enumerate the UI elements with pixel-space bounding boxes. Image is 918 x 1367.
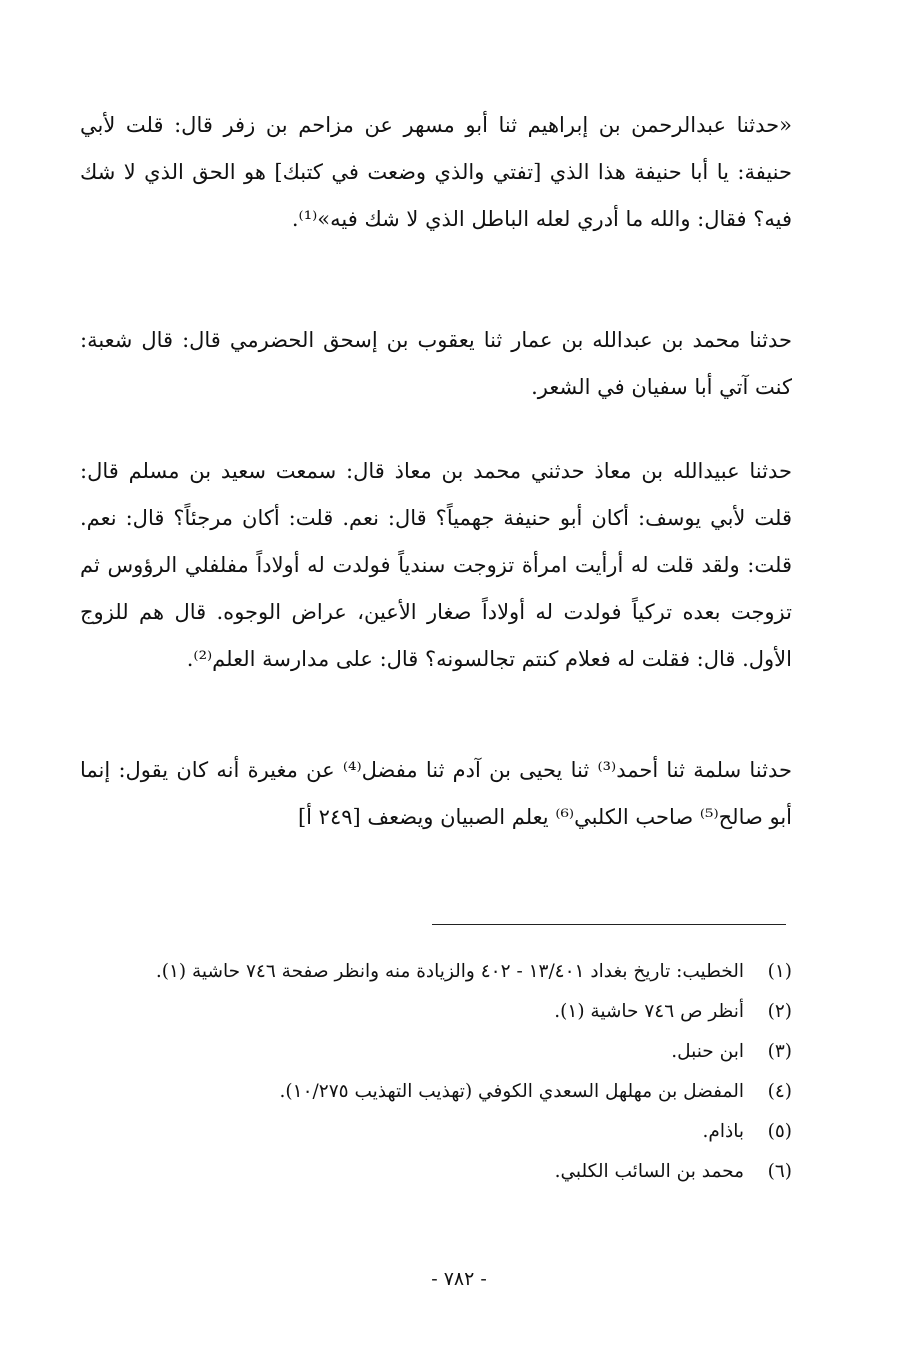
footnote-text: محمد بن السائب الكلبي. bbox=[554, 1161, 744, 1182]
footnote-text: باذام. bbox=[702, 1121, 744, 1142]
footnote-text: الخطيب: تاريخ بغداد ١٣/٤٠١ - ٤٠٢ والزيادة منه وانظر صفحة ٧٤٦ حاشية (١). bbox=[155, 961, 744, 982]
footnote-divider bbox=[432, 924, 786, 925]
footnote-6 bbox=[80, 1152, 792, 1192]
footnote-1 bbox=[80, 952, 792, 992]
paragraph-1: «حدثنا عبدالرحمن بن إبراهيم ثنا أبو مسهر عن مزاحم بن زفر قال: قلت لأبي حنيفة: يا أبا حنيفة هذا الذي [تفتي والذي وضعت في كتبك] هو الحق الذي لا شك فيه؟ فقال: والله ما أدري لعله الباطل الذي لا شك فيه»⁽¹⁾. bbox=[80, 113, 792, 231]
footnote-number: (٢) bbox=[767, 1001, 792, 1022]
footnote-2 bbox=[80, 992, 792, 1032]
footnote-text: ابن حنبل. bbox=[671, 1041, 744, 1062]
footnote-4 bbox=[80, 1072, 792, 1112]
footnote-text: المفضل بن مهلهل السعدي الكوفي (تهذيب التهذيب ١٠/٢٧٥). bbox=[279, 1081, 744, 1102]
footnote-3 bbox=[80, 1032, 792, 1072]
paragraph-4: حدثنا سلمة ثنا أحمد⁽³⁾ ثنا يحيى بن آدم ثنا مفضل⁽⁴⁾ عن مغيرة أنه كان يقول: إنما أبو صالح⁽⁵⁾ صاحب الكلبي⁽⁶⁾ يعلم الصبيان ويضعف [٢٤٩ أ] bbox=[80, 758, 792, 829]
paragraph-3: حدثنا عبيدالله بن معاذ حدثني محمد بن معاذ قال: سمعت سعيد بن مسلم قال: قلت لأبي يوسف: أكان أبو حنيفة جهمياً؟ قال: نعم. قلت: أكان مرجئاً؟ قال: نعم. قلت: ولقد قلت له أرأيت امرأة تزوجت سندياً فولدت له أولاداً مفلفلي الرؤوس ثم تزوجت بعده تركياً فولدت له أولاداً صغار الأعين، عراض الوجوه. قال هم للزوج الأول. قال: فقلت له فعلام كنتم تجالسونه؟ قال: على مدارسة العلم⁽²⁾. bbox=[80, 459, 792, 671]
footnote-5 bbox=[80, 1112, 792, 1152]
footnote-number: (٦) bbox=[767, 1161, 792, 1182]
page-number: - ٧٨٢ - bbox=[431, 1268, 487, 1290]
paragraph-2: حدثنا محمد بن عبدالله بن عمار ثنا يعقوب بن إسحق الحضرمي قال: قال شعبة: كنت آتي أبا سفيان في الشعر. bbox=[80, 328, 792, 399]
footnote-number: (٤) bbox=[767, 1081, 792, 1102]
footnote-number: (١) bbox=[767, 961, 792, 982]
footnote-text: أنظر ص ٧٤٦ حاشية (١). bbox=[554, 1001, 744, 1022]
footnote-number: (٥) bbox=[767, 1121, 792, 1142]
footnote-number: (٣) bbox=[767, 1041, 792, 1062]
footnotes-list bbox=[80, 952, 792, 1192]
